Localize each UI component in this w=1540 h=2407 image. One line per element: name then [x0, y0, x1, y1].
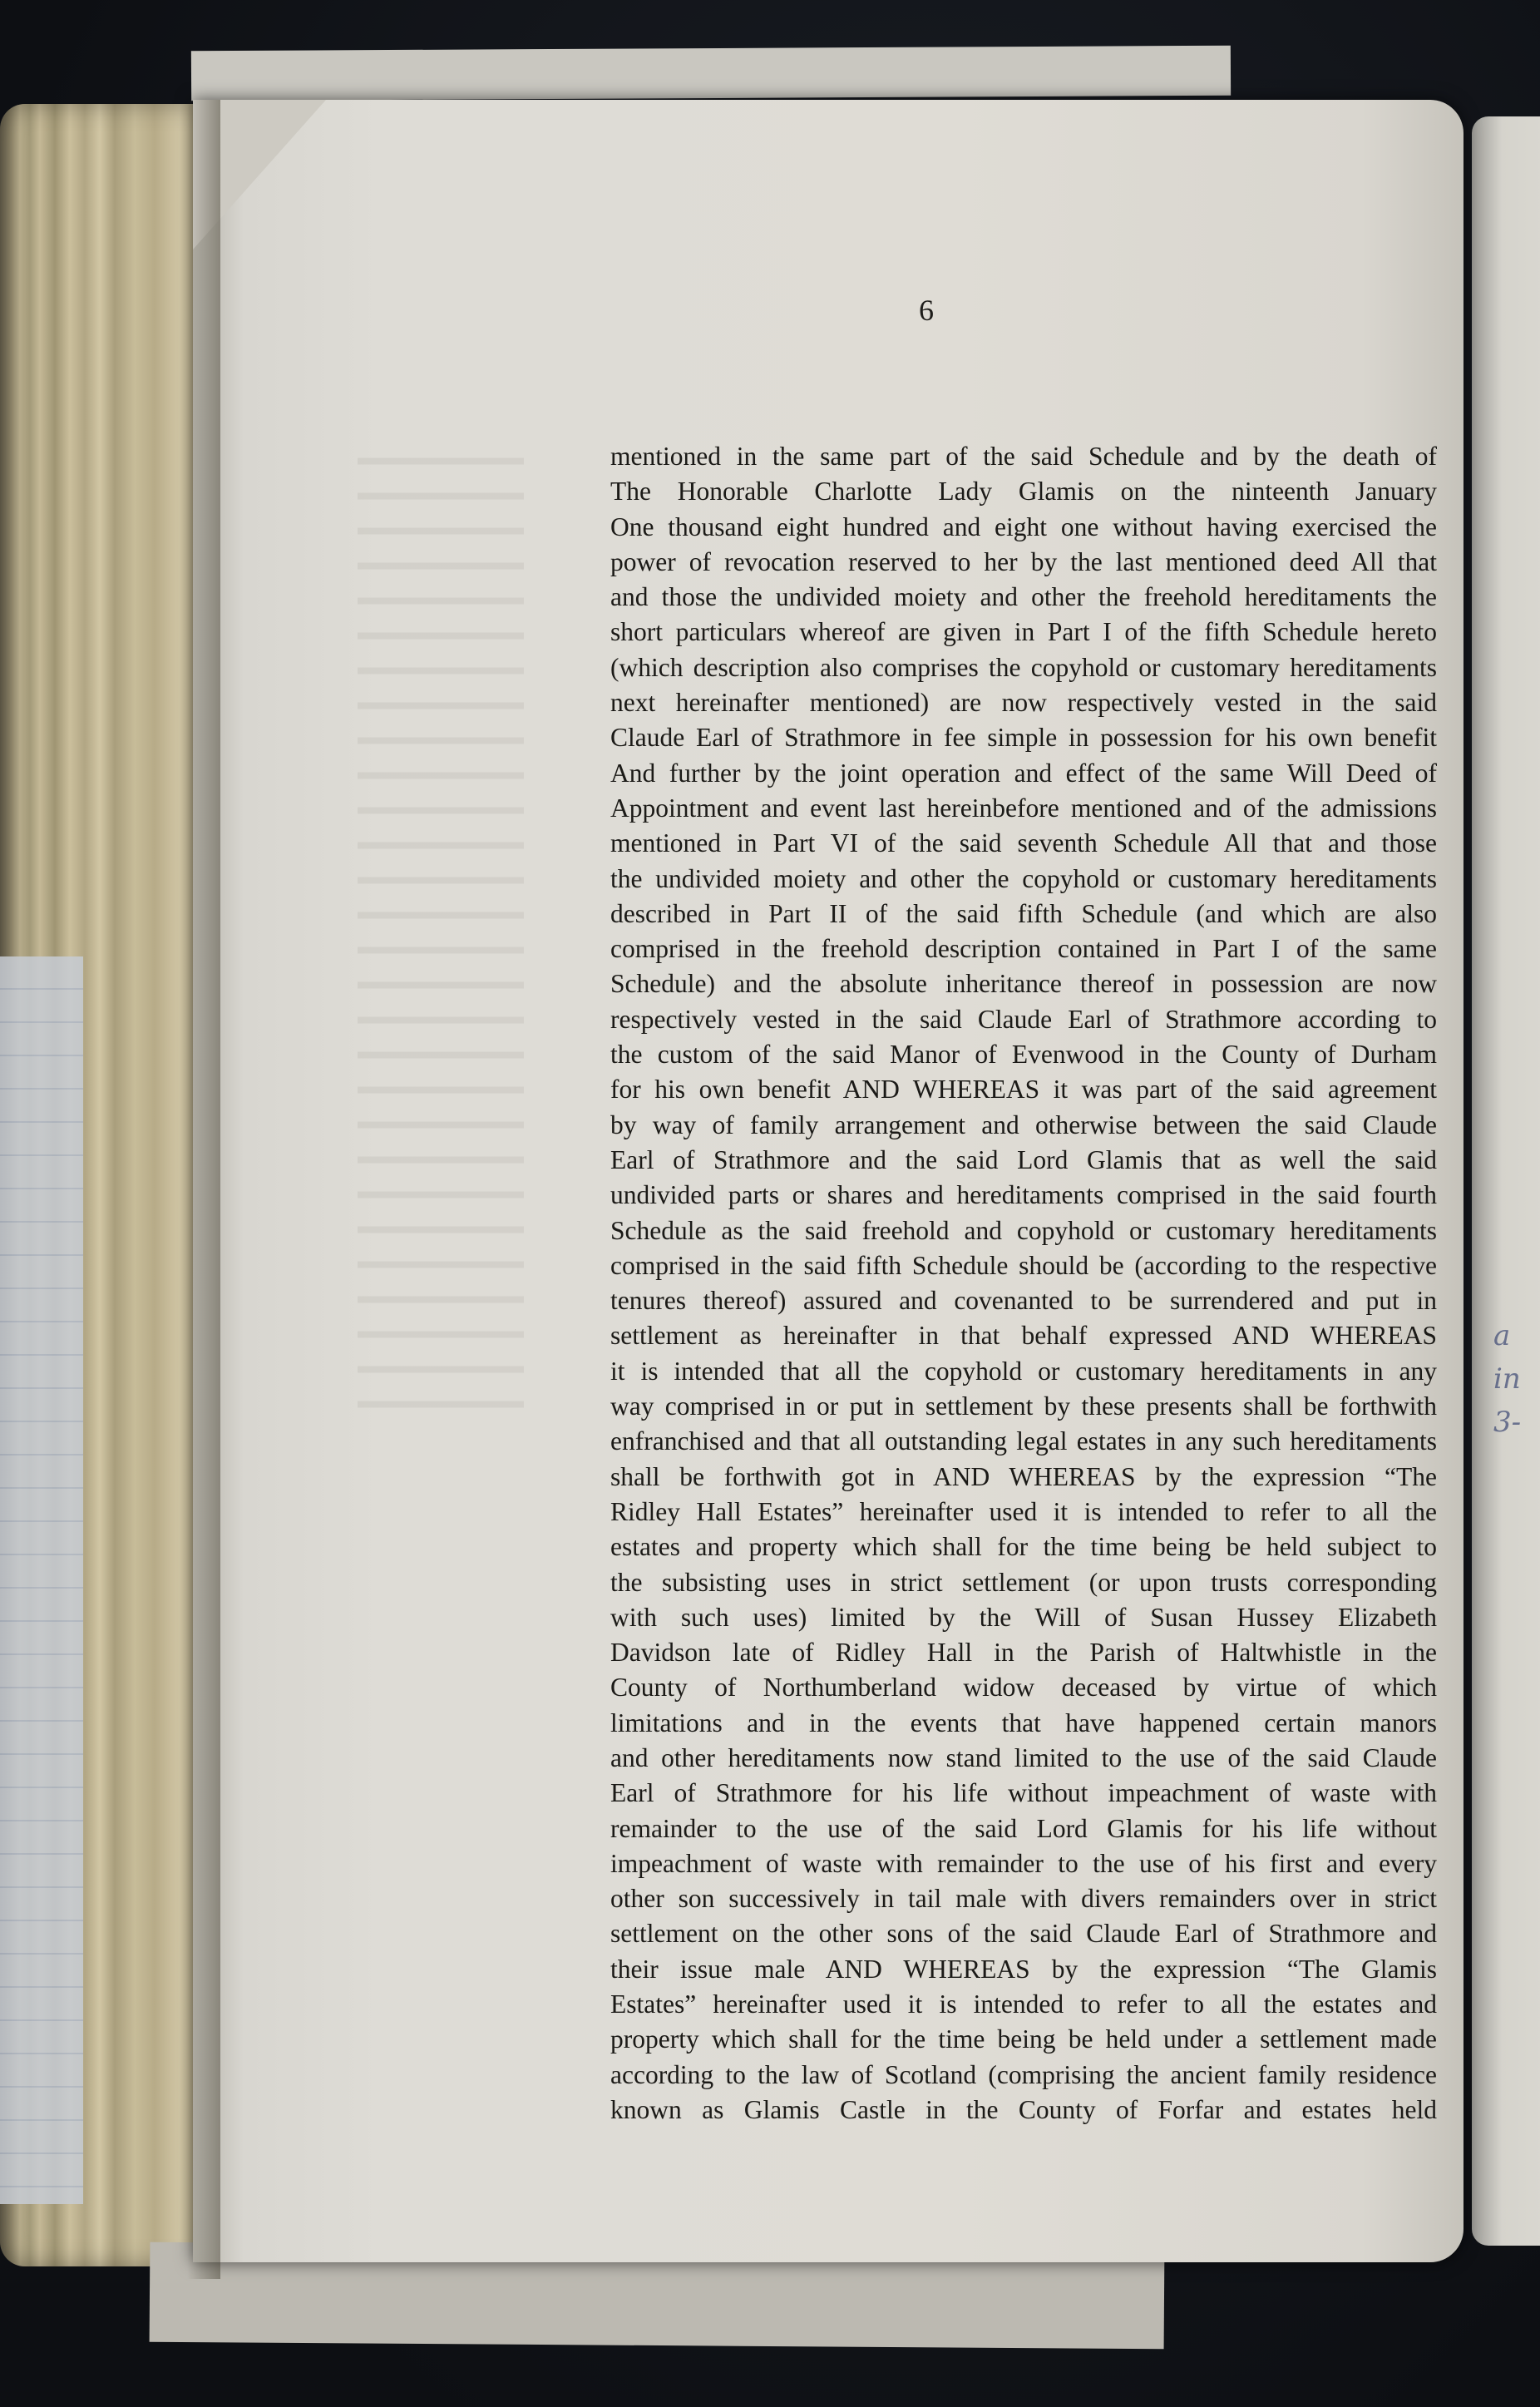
text-line: Davidson late of Ridley Hall in the Parish of Haltwhistle in the	[610, 1638, 1437, 1668]
text-line: Claude Earl of Strathmore in fee simple in possession for his own benefit	[610, 723, 1437, 753]
text-line: shall be forthwith got in AND WHEREAS by the expression “The	[610, 1461, 1437, 1491]
text-line: settlement as hereinafter in that behalf expressed AND WHEREAS	[610, 1321, 1437, 1351]
text-line: for his own benefit AND WHEREAS it was part of the said agreement	[610, 1075, 1437, 1105]
text-line: mentioned in the same part of the said Schedule and by the death of	[610, 442, 1437, 471]
text-line: respectively vested in the said Claude Earl of Strathmore according to	[610, 1004, 1437, 1034]
text-line: tenures thereof) assured and covenanted to be surrendered and put in	[610, 1286, 1437, 1316]
text-line: One thousand eight hundred and eight one without having exercised the	[610, 512, 1437, 541]
text-line: County of Northumberland widow deceased by virtue of which	[610, 1673, 1437, 1703]
margin-note-line: a	[1493, 1319, 1511, 1352]
text-line: The Honorable Charlotte Lady Glamis on the ninteenth January	[610, 477, 1437, 507]
text-line: comprised in the freehold description contained in Part I of the same	[610, 934, 1437, 964]
text-line: the custom of the said Manor of Evenwood in the County of Durham	[610, 1040, 1437, 1070]
text-line: by way of family arrangement and otherwise between the said Claude	[610, 1110, 1437, 1139]
text-line: remainder to the use of the said Lord Glamis for his life without	[610, 1813, 1437, 1843]
text-line: Estates” hereinafter used it is intended to refer to all the estates and	[610, 1989, 1437, 2019]
text-line: undivided parts or shares and hereditaments comprised in the said fourth	[610, 1180, 1437, 1210]
text-line: impeachment of waste with remainder to the use of his first and every	[610, 1848, 1437, 1878]
text-line: and other hereditaments now stand limited to the use of the said Claude	[610, 1742, 1437, 1772]
text-line: estates and property which shall for the time being be held subject to	[610, 1532, 1437, 1562]
text-line: the subsisting uses in strict settlement (or upon trusts corresponding	[610, 1567, 1437, 1597]
text-line: Earl of Strathmore and the said Lord Glamis that as well the said	[610, 1144, 1437, 1174]
margin-note-line: 3-	[1493, 1406, 1522, 1439]
text-line: described in Part II of the said fifth Schedule (and which are also	[610, 898, 1437, 928]
page-number: 6	[919, 294, 934, 327]
text-line: Appointment and event last hereinbefore mentioned and of the admissions	[610, 793, 1437, 823]
text-line: mentioned in Part VI of the said seventh Schedule All that and those	[610, 828, 1437, 858]
blue-lined-slip	[0, 956, 83, 2204]
body-text	[610, 439, 1437, 2128]
text-line: way comprised in or put in settlement by these presents shall be forthwith	[610, 1391, 1437, 1421]
text-line: property which shall for the time being be held under a settlement made	[610, 2024, 1437, 2054]
loose-sheet-top	[191, 46, 1231, 101]
text-line: And further by the joint operation and effect of the same Will Deed of	[610, 758, 1437, 788]
margin-annotation	[1493, 1314, 1537, 1444]
text-line: Earl of Strathmore for his life without impeachment of waste with	[610, 1778, 1437, 1808]
facing-page-edge	[1472, 116, 1540, 2246]
text-line: comprised in the said fifth Schedule should be (according to the respective	[610, 1250, 1437, 1280]
text-line: known as Glamis Castle in the County of Forfar and estates held	[610, 2094, 1437, 2124]
text-line: their issue male AND WHEREAS by the expression “The Glamis	[610, 1954, 1437, 1984]
margin-note-line: in	[1493, 1362, 1521, 1396]
text-line: (which description also comprises the copyhold or customary hereditaments	[610, 652, 1437, 682]
text-line: settlement on the other sons of the said Claude Earl of Strathmore and	[610, 1919, 1437, 1949]
text-line: limitations and in the events that have happened certain manors	[610, 1708, 1437, 1737]
text-line: short particulars whereof are given in Part I of the fifth Schedule hereto	[610, 617, 1437, 647]
text-line: the undivided moiety and other the copyhold or customary hereditaments	[610, 863, 1437, 893]
text-line: other son successively in tail male with divers remainders over in strict	[610, 1884, 1437, 1914]
text-line: Schedule) and the absolute inheritance thereof in possession are now	[610, 969, 1437, 999]
text-line: according to the law of Scotland (comprising the ancient family residence	[610, 2059, 1437, 2089]
text-line: with such uses) limited by the Will of Susan Hussey Elizabeth	[610, 1602, 1437, 1632]
text-line: enfranchised and that all outstanding legal estates in any such hereditaments	[610, 1426, 1437, 1456]
bleed-through-ghost	[358, 432, 524, 1431]
text-line: Ridley Hall Estates” hereinafter used it is intended to refer to all the	[610, 1496, 1437, 1526]
gutter-shadow	[187, 100, 220, 2279]
text-line: next hereinafter mentioned) are now respectively vested in the said	[610, 688, 1437, 718]
text-line: and those the undivided moiety and other the freehold hereditaments the	[610, 582, 1437, 612]
text-line: Schedule as the said freehold and copyhold or customary hereditaments	[610, 1215, 1437, 1245]
text-line: it is intended that all the copyhold or customary hereditaments in any	[610, 1356, 1437, 1386]
text-line: power of revocation reserved to her by the last mentioned deed All that	[610, 546, 1437, 576]
